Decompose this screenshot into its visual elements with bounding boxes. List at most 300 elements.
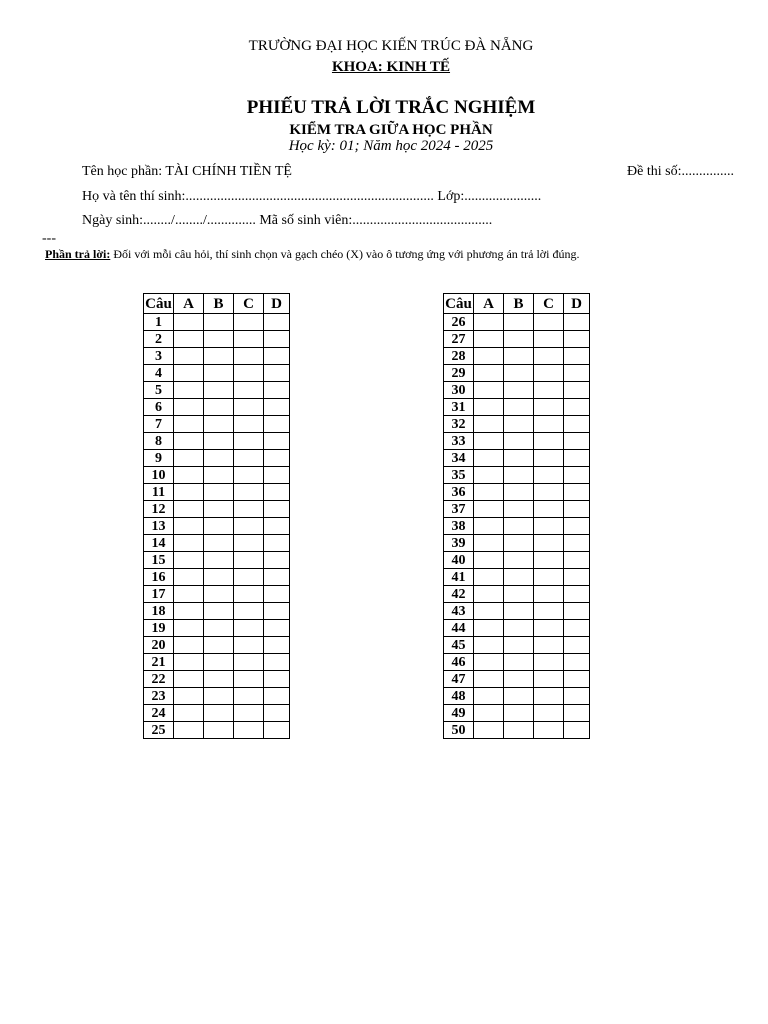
answer-cell-c[interactable] bbox=[234, 467, 264, 484]
answer-cell-b[interactable] bbox=[504, 637, 534, 654]
question-number: 11 bbox=[144, 484, 174, 501]
answer-cell-c[interactable] bbox=[234, 416, 264, 433]
answer-cell-d[interactable] bbox=[564, 603, 590, 620]
table-row bbox=[444, 433, 590, 450]
answer-cell-d[interactable] bbox=[264, 467, 290, 484]
answer-cell-d[interactable] bbox=[264, 382, 290, 399]
answer-cell-d[interactable] bbox=[564, 467, 590, 484]
table-row bbox=[144, 535, 290, 552]
question-number: 7 bbox=[144, 416, 174, 433]
table-row bbox=[144, 637, 290, 654]
answer-cell-c[interactable] bbox=[234, 586, 264, 603]
answer-table-right bbox=[443, 293, 590, 739]
question-number: 32 bbox=[444, 416, 474, 433]
answer-cell-c[interactable] bbox=[234, 484, 264, 501]
answer-cell-d[interactable] bbox=[264, 535, 290, 552]
answer-cell-b[interactable] bbox=[504, 450, 534, 467]
header-d: D bbox=[264, 294, 290, 314]
question-number: 34 bbox=[444, 450, 474, 467]
answer-cell-b[interactable] bbox=[204, 416, 234, 433]
answer-cell-c[interactable] bbox=[534, 484, 564, 501]
answer-cell-b[interactable] bbox=[504, 603, 534, 620]
answer-cell-d[interactable] bbox=[564, 365, 590, 382]
question-number: 13 bbox=[144, 518, 174, 535]
answer-cell-d[interactable] bbox=[264, 331, 290, 348]
question-number: 41 bbox=[444, 569, 474, 586]
question-number: 47 bbox=[444, 671, 474, 688]
answer-cell-c[interactable] bbox=[234, 552, 264, 569]
instruction-text: Đối với mỗi câu hỏi, thí sinh chọn và gạch chéo (X) vào ô tương ứng với phương án trả lời đúng. bbox=[110, 247, 580, 261]
table-row bbox=[144, 433, 290, 450]
answer-cell-b[interactable] bbox=[504, 348, 534, 365]
question-number: 50 bbox=[444, 722, 474, 739]
answer-cell-d[interactable] bbox=[264, 569, 290, 586]
answer-cell-d[interactable] bbox=[264, 671, 290, 688]
answer-cell-c[interactable] bbox=[234, 722, 264, 739]
answer-cell-c[interactable] bbox=[534, 535, 564, 552]
answer-cell-d[interactable] bbox=[264, 399, 290, 416]
answer-cell-a[interactable] bbox=[174, 433, 204, 450]
question-number: 38 bbox=[444, 518, 474, 535]
table-row bbox=[444, 705, 590, 722]
question-number: 31 bbox=[444, 399, 474, 416]
answer-cell-b[interactable] bbox=[204, 671, 234, 688]
answer-cell-d[interactable] bbox=[264, 314, 290, 331]
answer-cell-a[interactable] bbox=[174, 620, 204, 637]
question-number: 33 bbox=[444, 433, 474, 450]
answer-cell-b[interactable] bbox=[504, 416, 534, 433]
answer-cell-a[interactable] bbox=[174, 586, 204, 603]
table-row bbox=[144, 722, 290, 739]
answer-cell-c[interactable] bbox=[534, 552, 564, 569]
answer-cell-a[interactable] bbox=[474, 484, 504, 501]
table-row bbox=[444, 569, 590, 586]
table-row bbox=[144, 552, 290, 569]
table-row bbox=[144, 654, 290, 671]
answer-cell-d[interactable] bbox=[564, 331, 590, 348]
question-number: 40 bbox=[444, 552, 474, 569]
answer-cell-d[interactable] bbox=[264, 688, 290, 705]
table-row bbox=[144, 365, 290, 382]
answer-cell-a[interactable] bbox=[474, 722, 504, 739]
answer-cell-b[interactable] bbox=[504, 552, 534, 569]
course-name-line: Tên học phần: TÀI CHÍNH TIỀN TỆ bbox=[82, 164, 292, 179]
question-number: 5 bbox=[144, 382, 174, 399]
answer-cell-c[interactable] bbox=[534, 416, 564, 433]
answer-cell-c[interactable] bbox=[234, 382, 264, 399]
answer-cell-c[interactable] bbox=[534, 467, 564, 484]
answer-cell-d[interactable] bbox=[564, 535, 590, 552]
answer-cell-b[interactable] bbox=[204, 518, 234, 535]
table-row bbox=[144, 688, 290, 705]
answer-cell-a[interactable] bbox=[474, 331, 504, 348]
table-row bbox=[144, 484, 290, 501]
table-row bbox=[144, 501, 290, 518]
question-number: 26 bbox=[444, 314, 474, 331]
answer-cell-b[interactable] bbox=[504, 654, 534, 671]
answer-cell-a[interactable] bbox=[474, 688, 504, 705]
answer-cell-a[interactable] bbox=[474, 671, 504, 688]
answer-cell-c[interactable] bbox=[534, 637, 564, 654]
student-name-class-field[interactable]: Họ và tên thí sinh:....................................................................... Lớp:...................... bbox=[82, 189, 542, 204]
answer-cell-b[interactable] bbox=[204, 484, 234, 501]
answer-cell-d[interactable] bbox=[264, 450, 290, 467]
answer-cell-a[interactable] bbox=[174, 365, 204, 382]
answer-cell-b[interactable] bbox=[504, 705, 534, 722]
answer-cell-a[interactable] bbox=[474, 569, 504, 586]
answer-cell-d[interactable] bbox=[564, 314, 590, 331]
table-row bbox=[144, 314, 290, 331]
table-row bbox=[444, 450, 590, 467]
question-number: 44 bbox=[444, 620, 474, 637]
table-row bbox=[144, 569, 290, 586]
answer-cell-c[interactable] bbox=[534, 586, 564, 603]
answer-cell-c[interactable] bbox=[234, 348, 264, 365]
table-row bbox=[444, 467, 590, 484]
question-number: 18 bbox=[144, 603, 174, 620]
answer-cell-b[interactable] bbox=[204, 603, 234, 620]
answer-cell-a[interactable] bbox=[174, 569, 204, 586]
answer-cell-a[interactable] bbox=[174, 722, 204, 739]
question-number: 20 bbox=[144, 637, 174, 654]
page-title: PHIẾU TRẢ LỜI TRẮC NGHIỆM bbox=[246, 97, 536, 118]
answer-cell-c[interactable] bbox=[234, 620, 264, 637]
answer-cell-c[interactable] bbox=[534, 705, 564, 722]
question-number: 3 bbox=[144, 348, 174, 365]
header-question: Câu bbox=[145, 295, 172, 312]
answer-cell-b[interactable] bbox=[204, 688, 234, 705]
answer-cell-c[interactable] bbox=[234, 535, 264, 552]
answer-cell-c[interactable] bbox=[534, 518, 564, 535]
answer-cell-a[interactable] bbox=[474, 450, 504, 467]
separator: --- bbox=[42, 231, 56, 246]
table-row bbox=[144, 620, 290, 637]
answer-cell-a[interactable] bbox=[474, 518, 504, 535]
answer-cell-b[interactable] bbox=[504, 671, 534, 688]
question-number: 19 bbox=[144, 620, 174, 637]
answer-cell-b[interactable] bbox=[504, 722, 534, 739]
table-header-row bbox=[144, 294, 290, 314]
university-name: TRƯỜNG ĐẠI HỌC KIẾN TRÚC ĐÀ NẴNG bbox=[248, 38, 534, 54]
answer-cell-c[interactable] bbox=[534, 433, 564, 450]
header-d: D bbox=[564, 294, 590, 314]
answer-cell-c[interactable] bbox=[534, 620, 564, 637]
answer-cell-b[interactable] bbox=[204, 399, 234, 416]
instruction bbox=[45, 247, 579, 262]
answer-cell-c[interactable] bbox=[534, 348, 564, 365]
answer-cell-a[interactable] bbox=[474, 535, 504, 552]
table-row bbox=[144, 671, 290, 688]
answer-cell-a[interactable] bbox=[174, 705, 204, 722]
answer-cell-b[interactable] bbox=[504, 433, 534, 450]
answer-cell-a[interactable] bbox=[174, 501, 204, 518]
answer-cell-b[interactable] bbox=[204, 569, 234, 586]
answer-cell-a[interactable] bbox=[474, 586, 504, 603]
table-row bbox=[144, 467, 290, 484]
answer-cell-a[interactable] bbox=[474, 603, 504, 620]
answer-cell-d[interactable] bbox=[564, 688, 590, 705]
answer-cell-a[interactable] bbox=[474, 620, 504, 637]
answer-cell-b[interactable] bbox=[504, 688, 534, 705]
answer-cell-c[interactable] bbox=[234, 399, 264, 416]
answer-cell-b[interactable] bbox=[204, 501, 234, 518]
answer-cell-d[interactable] bbox=[564, 501, 590, 518]
answer-cell-a[interactable] bbox=[174, 671, 204, 688]
answer-cell-d[interactable] bbox=[564, 705, 590, 722]
answer-cell-a[interactable] bbox=[174, 416, 204, 433]
question-number: 29 bbox=[444, 365, 474, 382]
answer-cell-b[interactable] bbox=[504, 569, 534, 586]
table-header-row bbox=[444, 294, 590, 314]
answer-cell-a[interactable] bbox=[174, 552, 204, 569]
answer-cell-d[interactable] bbox=[264, 552, 290, 569]
answer-cell-b[interactable] bbox=[204, 637, 234, 654]
answer-cell-b[interactable] bbox=[204, 433, 234, 450]
question-number: 10 bbox=[144, 467, 174, 484]
question-number: 2 bbox=[144, 331, 174, 348]
answer-cell-c[interactable] bbox=[234, 331, 264, 348]
answer-cell-a[interactable] bbox=[174, 603, 204, 620]
table-row bbox=[144, 603, 290, 620]
answer-cell-d[interactable] bbox=[564, 569, 590, 586]
answer-cell-c[interactable] bbox=[234, 671, 264, 688]
answer-cell-d[interactable] bbox=[264, 705, 290, 722]
table-row bbox=[144, 348, 290, 365]
semester-line: Học kỳ: 01; Năm học 2024 - 2025 bbox=[288, 138, 494, 154]
answer-cell-c[interactable] bbox=[234, 654, 264, 671]
answer-cell-b[interactable] bbox=[504, 620, 534, 637]
table-row bbox=[444, 365, 590, 382]
answer-cell-a[interactable] bbox=[174, 467, 204, 484]
question-number: 1 bbox=[144, 314, 174, 331]
answer-cell-d[interactable] bbox=[564, 671, 590, 688]
answer-cell-c[interactable] bbox=[534, 314, 564, 331]
answer-cell-a[interactable] bbox=[174, 399, 204, 416]
faculty-name: KHOA: KINH TẾ bbox=[331, 59, 451, 75]
answer-cell-c[interactable] bbox=[534, 671, 564, 688]
answer-cell-a[interactable] bbox=[474, 433, 504, 450]
question-number: 16 bbox=[144, 569, 174, 586]
table-row bbox=[144, 399, 290, 416]
table-row bbox=[444, 399, 590, 416]
answer-cell-c[interactable] bbox=[534, 688, 564, 705]
answer-cell-b[interactable] bbox=[204, 620, 234, 637]
answer-cell-c[interactable] bbox=[234, 450, 264, 467]
question-number: 48 bbox=[444, 688, 474, 705]
answer-cell-d[interactable] bbox=[564, 433, 590, 450]
answer-cell-a[interactable] bbox=[474, 501, 504, 518]
answer-cell-b[interactable] bbox=[204, 654, 234, 671]
answer-cell-d[interactable] bbox=[564, 722, 590, 739]
question-number: 30 bbox=[444, 382, 474, 399]
answer-cell-b[interactable] bbox=[504, 586, 534, 603]
answer-cell-a[interactable] bbox=[474, 654, 504, 671]
answer-cell-a[interactable] bbox=[174, 518, 204, 535]
answer-cell-a[interactable] bbox=[174, 331, 204, 348]
table-row bbox=[444, 348, 590, 365]
answer-cell-a[interactable] bbox=[174, 348, 204, 365]
answer-cell-b[interactable] bbox=[504, 518, 534, 535]
answer-cell-a[interactable] bbox=[474, 467, 504, 484]
answer-cell-b[interactable] bbox=[504, 365, 534, 382]
answer-cell-c[interactable] bbox=[534, 365, 564, 382]
answer-cell-c[interactable] bbox=[234, 569, 264, 586]
answer-cell-b[interactable] bbox=[504, 501, 534, 518]
table-row bbox=[444, 552, 590, 569]
answer-cell-c[interactable] bbox=[234, 314, 264, 331]
answer-cell-a[interactable] bbox=[174, 484, 204, 501]
answer-cell-d[interactable] bbox=[564, 382, 590, 399]
answer-cell-b[interactable] bbox=[504, 314, 534, 331]
answer-cell-b[interactable] bbox=[204, 552, 234, 569]
answer-cell-a[interactable] bbox=[474, 348, 504, 365]
table-row bbox=[144, 586, 290, 603]
header-c: C bbox=[534, 294, 564, 314]
answer-cell-c[interactable] bbox=[534, 382, 564, 399]
answer-cell-a[interactable] bbox=[474, 705, 504, 722]
answer-cell-d[interactable] bbox=[264, 518, 290, 535]
answer-cell-b[interactable] bbox=[204, 467, 234, 484]
answer-cell-a[interactable] bbox=[174, 654, 204, 671]
answer-cell-d[interactable] bbox=[264, 722, 290, 739]
header-question: Câu bbox=[445, 295, 472, 312]
question-number: 23 bbox=[144, 688, 174, 705]
answer-cell-d[interactable] bbox=[264, 637, 290, 654]
answer-cell-c[interactable] bbox=[234, 518, 264, 535]
answer-cell-d[interactable] bbox=[264, 433, 290, 450]
answer-cell-c[interactable] bbox=[534, 654, 564, 671]
answer-cell-a[interactable] bbox=[474, 637, 504, 654]
answer-cell-c[interactable] bbox=[534, 722, 564, 739]
answer-cell-d[interactable] bbox=[564, 518, 590, 535]
answer-cell-c[interactable] bbox=[534, 399, 564, 416]
answer-cell-d[interactable] bbox=[564, 416, 590, 433]
answer-cell-d[interactable] bbox=[264, 620, 290, 637]
table-row bbox=[444, 722, 590, 739]
question-number: 9 bbox=[144, 450, 174, 467]
answer-cell-b[interactable] bbox=[204, 705, 234, 722]
table-row bbox=[444, 654, 590, 671]
answer-cell-c[interactable] bbox=[234, 433, 264, 450]
answer-cell-a[interactable] bbox=[174, 637, 204, 654]
question-number: 45 bbox=[444, 637, 474, 654]
exam-code-field[interactable]: Đề thi số:............... bbox=[627, 164, 734, 179]
answer-cell-c[interactable] bbox=[234, 501, 264, 518]
question-number: 46 bbox=[444, 654, 474, 671]
answer-cell-a[interactable] bbox=[174, 382, 204, 399]
answer-cell-d[interactable] bbox=[564, 484, 590, 501]
table-row bbox=[444, 518, 590, 535]
table-row bbox=[144, 450, 290, 467]
answer-cell-c[interactable] bbox=[234, 688, 264, 705]
answer-cell-d[interactable] bbox=[564, 586, 590, 603]
answer-cell-b[interactable] bbox=[204, 450, 234, 467]
birthdate-student-id-field[interactable]: Ngày sinh:......../......../.............. Mã số sinh viên:........................................ bbox=[82, 213, 493, 228]
answer-cell-c[interactable] bbox=[234, 705, 264, 722]
answer-cell-d[interactable] bbox=[564, 654, 590, 671]
table-row bbox=[444, 314, 590, 331]
answer-cell-a[interactable] bbox=[174, 450, 204, 467]
header-b: B bbox=[504, 294, 534, 314]
answer-cell-d[interactable] bbox=[264, 501, 290, 518]
answer-cell-a[interactable] bbox=[174, 688, 204, 705]
answer-cell-c[interactable] bbox=[534, 603, 564, 620]
answer-cell-b[interactable] bbox=[504, 382, 534, 399]
answer-cell-d[interactable] bbox=[264, 654, 290, 671]
instruction-label: Phần trả lời: bbox=[45, 247, 111, 261]
question-number: 14 bbox=[144, 535, 174, 552]
answer-table-left bbox=[143, 293, 290, 739]
table-row bbox=[444, 416, 590, 433]
answer-cell-a[interactable] bbox=[474, 399, 504, 416]
question-number: 12 bbox=[144, 501, 174, 518]
answer-cell-c[interactable] bbox=[534, 569, 564, 586]
answer-cell-c[interactable] bbox=[234, 637, 264, 654]
answer-cell-c[interactable] bbox=[234, 603, 264, 620]
answer-cell-c[interactable] bbox=[534, 501, 564, 518]
answer-cell-a[interactable] bbox=[174, 314, 204, 331]
answer-cell-b[interactable] bbox=[504, 535, 534, 552]
answer-cell-d[interactable] bbox=[264, 603, 290, 620]
answer-cell-d[interactable] bbox=[564, 552, 590, 569]
answer-cell-a[interactable] bbox=[474, 382, 504, 399]
answer-cell-b[interactable] bbox=[504, 484, 534, 501]
answer-cell-c[interactable] bbox=[534, 450, 564, 467]
table-row bbox=[444, 331, 590, 348]
table-row bbox=[144, 331, 290, 348]
question-number: 28 bbox=[444, 348, 474, 365]
answer-cell-a[interactable] bbox=[474, 552, 504, 569]
question-number: 21 bbox=[144, 654, 174, 671]
table-row bbox=[444, 688, 590, 705]
answer-cell-d[interactable] bbox=[264, 416, 290, 433]
answer-cell-d[interactable] bbox=[264, 586, 290, 603]
table-row bbox=[444, 603, 590, 620]
answer-cell-b[interactable] bbox=[504, 467, 534, 484]
answer-cell-d[interactable] bbox=[264, 484, 290, 501]
answer-cell-d[interactable] bbox=[264, 365, 290, 382]
answer-cell-c[interactable] bbox=[534, 331, 564, 348]
question-number: 49 bbox=[444, 705, 474, 722]
table-row bbox=[444, 671, 590, 688]
answer-cell-b[interactable] bbox=[204, 382, 234, 399]
answer-cell-d[interactable] bbox=[564, 620, 590, 637]
answer-cell-d[interactable] bbox=[564, 637, 590, 654]
answer-cell-b[interactable] bbox=[204, 314, 234, 331]
answer-cell-b[interactable] bbox=[204, 535, 234, 552]
answer-cell-b[interactable] bbox=[504, 331, 534, 348]
question-number: 22 bbox=[144, 671, 174, 688]
table-row bbox=[444, 501, 590, 518]
question-number: 8 bbox=[144, 433, 174, 450]
answer-cell-a[interactable] bbox=[174, 535, 204, 552]
answer-cell-b[interactable] bbox=[204, 365, 234, 382]
answer-cell-b[interactable] bbox=[204, 722, 234, 739]
answer-cell-d[interactable] bbox=[564, 399, 590, 416]
table-row bbox=[444, 620, 590, 637]
answer-cell-b[interactable] bbox=[204, 586, 234, 603]
answer-cell-c[interactable] bbox=[234, 365, 264, 382]
answer-cell-a[interactable] bbox=[474, 365, 504, 382]
answer-cell-d[interactable] bbox=[264, 348, 290, 365]
answer-cell-a[interactable] bbox=[474, 416, 504, 433]
answer-cell-d[interactable] bbox=[564, 450, 590, 467]
answer-cell-b[interactable] bbox=[204, 348, 234, 365]
answer-cell-a[interactable] bbox=[474, 314, 504, 331]
answer-cell-d[interactable] bbox=[564, 348, 590, 365]
answer-cell-b[interactable] bbox=[504, 399, 534, 416]
answer-cell-b[interactable] bbox=[204, 331, 234, 348]
